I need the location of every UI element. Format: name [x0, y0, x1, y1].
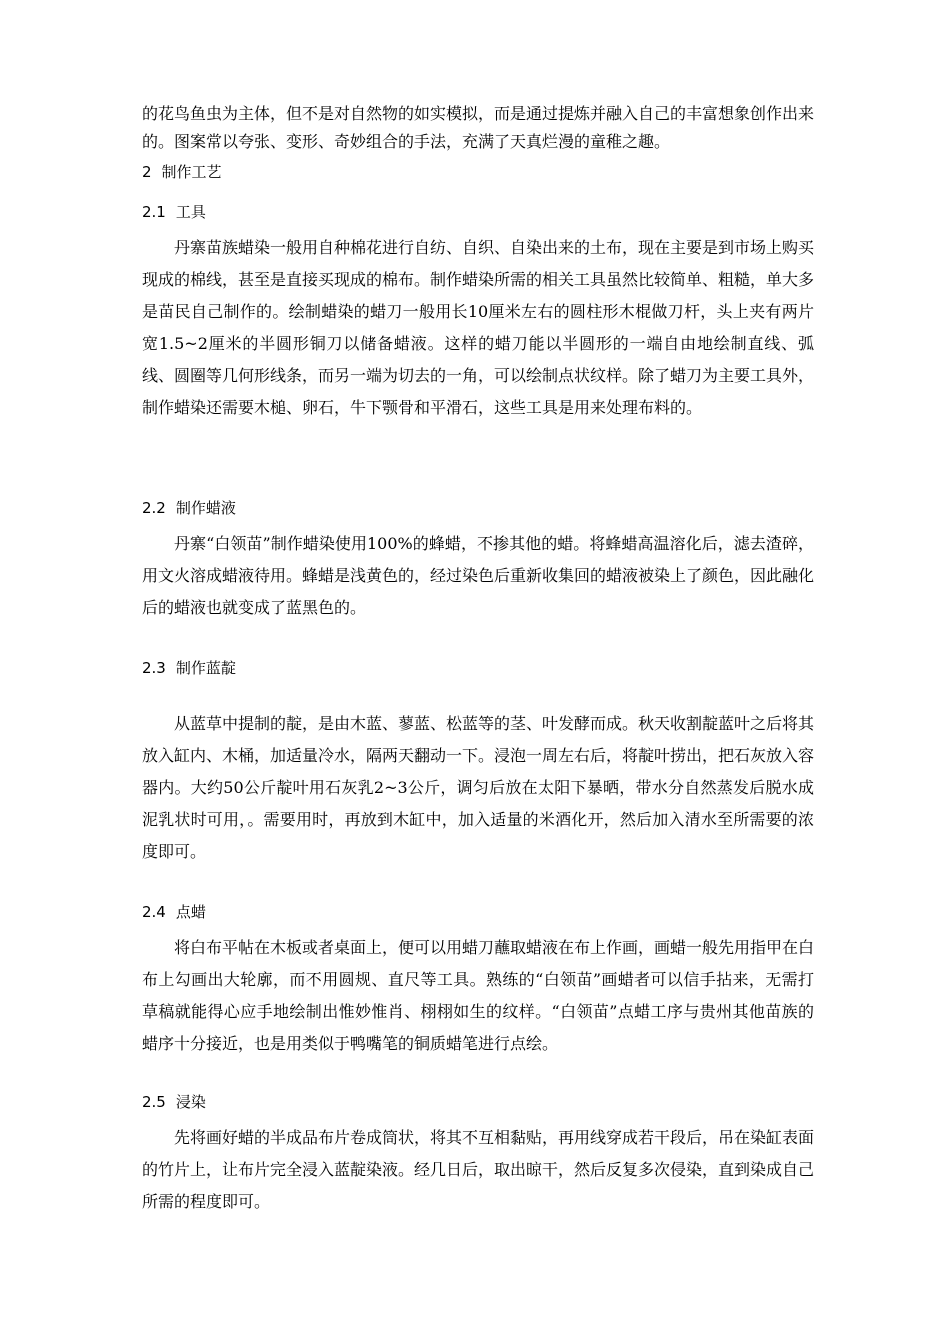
intro-paragraph: 的花鸟鱼虫为主体，但不是对自然物的如实模拟，而是通过提炼并融入自己的丰富想象创作出来的。图案常以夸张、变形、奇妙组合的手法，充满了天真烂漫的童稚之趣。: [142, 104, 815, 151]
section-2-1-body: 丹寨苗族蜡染一般用自种棉花进行自纺、自织、自染出来的土布，现在主要是到市场上购买现成的棉线，甚至是直接买现成的棉布。制作蜡染所需的相关工具虽然比较简单、粗糙，单大多是苗民自己制作的。绘制蜡染的蜡刀一般用长10厘米左右的圆柱形木棍做刀杆，头上夹有两片宽1.5~2厘米的半圆形铜刀以储备蜡液。这样的蜡刀能以半圆形的一端自由地绘制直线、弧线、圆圈等几何形线条，而另一端为切去的一角，可以绘制点状纹样。除了蜡刀为主要工具外，制作蜡染还需要木槌、卵石，牛下颚骨和平滑石，这些工具是用来处理布料的。: [142, 238, 815, 417]
section-number: 2: [142, 163, 152, 181]
section-heading-2-1: [142, 200, 814, 224]
section-2-5-body: 先将画好蜡的半成品布片卷成筒状，将其不互相黏贴，再用线穿成若干段后，吊在染缸表面的竹片上，让布片完全浸入蓝靛染液。经几日后，取出晾干，然后反复多次侵染，直到染成自己所需的程度即可。: [142, 1128, 815, 1211]
section-heading-2-5: [142, 1090, 814, 1114]
section-title: 制作工艺: [161, 163, 222, 181]
section-title: 点蜡: [175, 903, 206, 921]
section-title: 制作蜡液: [175, 499, 236, 517]
section-number: 2.3: [142, 659, 166, 677]
section-number: 2.5: [142, 1093, 166, 1111]
section-title: 工具: [175, 203, 206, 221]
section-heading-2: [142, 160, 814, 184]
section-heading-2-2: [142, 496, 814, 520]
section-2-2-body: 丹寨“白领苗”制作蜡染使用100%的蜂蜡，不掺其他的蜡。将蜂蜡高温溶化后，滤去渣碎，用文火溶成蜡液待用。蜂蜡是浅黄色的，经过染色后重新收集回的蜡液被染上了颜色，因此融化后的蜡液也就变成了蓝黑色的。: [142, 534, 815, 617]
section-number: 2.1: [142, 203, 166, 221]
section-number: 2.2: [142, 499, 166, 517]
section-title: 浸染: [175, 1093, 206, 1111]
section-number: 2.4: [142, 903, 166, 921]
section-heading-2-3: [142, 656, 814, 680]
section-2-3-body: 从蓝草中提制的靛，是由木蓝、蓼蓝、松蓝等的茎、叶发酵而成。秋天收割靛蓝叶之后将其放入缸内、木桶，加适量冷水，隔两天翻动一下。浸泡一周左右后，将靛叶捞出，把石灰放入容器内。大约50公斤靛叶用石灰乳2~3公斤，调匀后放在太阳下暴晒，带水分自然蒸发后脱水成泥乳状时可用，。需要用时，再放到木缸中，加入适量的米酒化开，然后加入清水至所需要的浓度即可。: [142, 714, 815, 861]
section-heading-2-4: [142, 900, 814, 924]
section-2-4-body: 将白布平帖在木板或者桌面上，便可以用蜡刀蘸取蜡液在布上作画，画蜡一般先用指甲在白布上勾画出大轮廓，而不用圆规、直尺等工具。熟练的“白领苗”画蜡者可以信手拈来，无需打草稿就能得心应手地绘制出惟妙惟肖、栩栩如生的纹样。“白领苗”点蜡工序与贵州其他苗族的蜡序十分接近，也是用类似于鸭嘴笔的铜质蜡笔进行点绘。: [142, 938, 815, 1053]
section-title: 制作蓝靛: [175, 659, 236, 677]
